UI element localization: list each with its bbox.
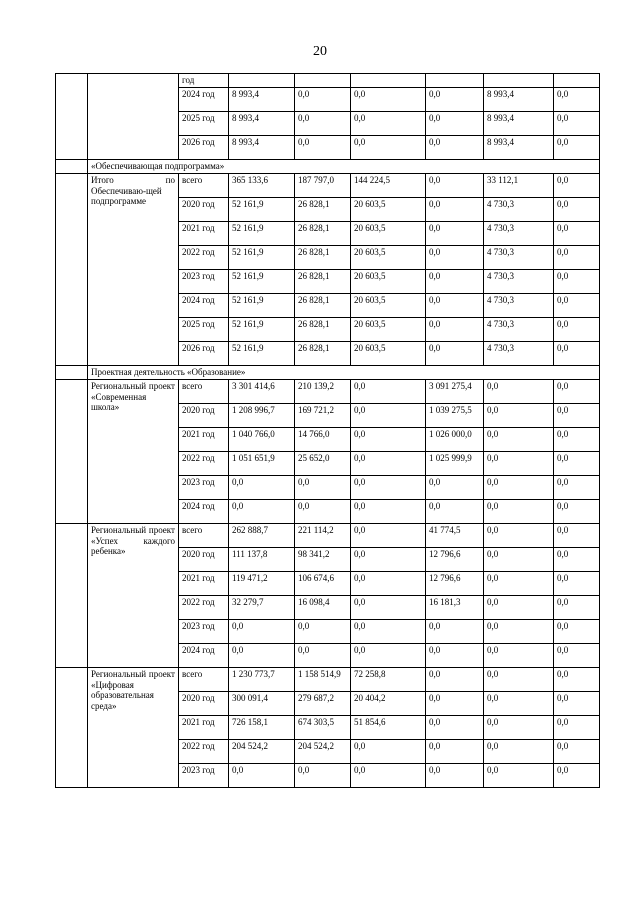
page-number: 20 <box>313 44 327 59</box>
value-cell-5: 0,0 <box>484 524 554 548</box>
value-cell-1: 365 133,6 <box>229 174 295 198</box>
year-cell: 2023 год <box>179 476 229 500</box>
value-cell-1: 52 161,9 <box>229 246 295 270</box>
year-cell: всего <box>179 668 229 692</box>
value-cell-5: 8 993,4 <box>484 112 554 136</box>
value-cell-6: 0,0 <box>554 740 600 764</box>
value-cell-6: 0,0 <box>554 428 600 452</box>
value-cell-3: 0,0 <box>351 596 426 620</box>
value-cell-3: 144 224,5 <box>351 174 426 198</box>
value-cell-2: 14 766,0 <box>295 428 351 452</box>
value-cell-4: 0,0 <box>426 136 484 160</box>
value-cell-6: 0,0 <box>554 222 600 246</box>
value-cell-5: 0,0 <box>484 668 554 692</box>
value-cell-3: 51 854,6 <box>351 716 426 740</box>
value-cell-6: 0,0 <box>554 136 600 160</box>
value-cell-2: 204 524,2 <box>295 740 351 764</box>
value-cell-2: 26 828,1 <box>295 198 351 222</box>
value-cell-5: 0,0 <box>484 452 554 476</box>
year-cell: 2020 год <box>179 548 229 572</box>
value-cell-6: 0,0 <box>554 668 600 692</box>
value-cell-2: 26 828,1 <box>295 222 351 246</box>
year-cell: 2024 год <box>179 294 229 318</box>
value-cell-5: 0,0 <box>484 404 554 428</box>
value-cell-1: 111 137,8 <box>229 548 295 572</box>
value-cell-2: 26 828,1 <box>295 294 351 318</box>
group-name: Региональный проект «Успех каждого ребенка» <box>88 524 179 668</box>
value-cell-1: 1 230 773,7 <box>229 668 295 692</box>
value-cell-2: 0,0 <box>295 88 351 112</box>
value-cell-3: 0,0 <box>351 452 426 476</box>
value-cell-4: 0,0 <box>426 112 484 136</box>
value-cell-2: 1 158 514,9 <box>295 668 351 692</box>
value-cell-2: 26 828,1 <box>295 318 351 342</box>
value-cell-1: 52 161,9 <box>229 294 295 318</box>
value-cell-6: 0,0 <box>554 620 600 644</box>
value-cell-1 <box>229 74 295 88</box>
index-cell <box>56 524 88 668</box>
value-cell-1: 726 158,1 <box>229 716 295 740</box>
value-cell-4: 0,0 <box>426 246 484 270</box>
value-cell-3: 0,0 <box>351 404 426 428</box>
value-cell-2: 26 828,1 <box>295 246 351 270</box>
year-cell: 2024 год <box>179 88 229 112</box>
year-cell: 2022 год <box>179 246 229 270</box>
value-cell-5: 8 993,4 <box>484 136 554 160</box>
group-name: Региональный проект «Современная школа» <box>88 380 179 524</box>
value-cell-4: 0,0 <box>426 668 484 692</box>
year-cell: 2021 год <box>179 222 229 246</box>
value-cell-6: 0,0 <box>554 692 600 716</box>
value-cell-3: 0,0 <box>351 644 426 668</box>
value-cell-1: 0,0 <box>229 764 295 788</box>
value-cell-3: 20 603,5 <box>351 198 426 222</box>
value-cell-5: 4 730,3 <box>484 318 554 342</box>
value-cell-1: 300 091,4 <box>229 692 295 716</box>
year-cell: всего <box>179 524 229 548</box>
year-cell: 2021 год <box>179 572 229 596</box>
value-cell-2: 0,0 <box>295 136 351 160</box>
index-cell <box>56 380 88 524</box>
value-cell-4: 0,0 <box>426 500 484 524</box>
value-cell-6: 0,0 <box>554 716 600 740</box>
value-cell-3: 0,0 <box>351 572 426 596</box>
value-cell-4: 1 026 000,0 <box>426 428 484 452</box>
value-cell-6: 0,0 <box>554 380 600 404</box>
year-cell: 2026 год <box>179 342 229 366</box>
year-cell: 2025 год <box>179 112 229 136</box>
value-cell-6: 0,0 <box>554 318 600 342</box>
value-cell-1: 3 301 414,6 <box>229 380 295 404</box>
value-cell-5: 0,0 <box>484 716 554 740</box>
table-row <box>56 380 600 404</box>
year-cell: 2022 год <box>179 596 229 620</box>
value-cell-6: 0,0 <box>554 174 600 198</box>
value-cell-6 <box>554 74 600 88</box>
index-cell <box>56 366 88 380</box>
value-cell-2: 210 139,2 <box>295 380 351 404</box>
section-header-row <box>56 160 600 174</box>
value-cell-4: 12 796,6 <box>426 572 484 596</box>
value-cell-4: 0,0 <box>426 692 484 716</box>
value-cell-1: 1 051 651,9 <box>229 452 295 476</box>
value-cell-5: 0,0 <box>484 476 554 500</box>
table-row <box>56 74 600 88</box>
value-cell-5: 0,0 <box>484 548 554 572</box>
value-cell-1: 262 888,7 <box>229 524 295 548</box>
value-cell-6: 0,0 <box>554 644 600 668</box>
value-cell-2: 25 652,0 <box>295 452 351 476</box>
value-cell-6: 0,0 <box>554 524 600 548</box>
table-row <box>56 174 600 198</box>
value-cell-5: 4 730,3 <box>484 222 554 246</box>
value-cell-3: 20 603,5 <box>351 222 426 246</box>
section-header-row <box>56 366 600 380</box>
year-cell: 2023 год <box>179 620 229 644</box>
value-cell-4: 0,0 <box>426 620 484 644</box>
value-cell-1: 204 524,2 <box>229 740 295 764</box>
group-name: Итого по Обеспечиваю-щей подпрограмме <box>88 174 179 366</box>
value-cell-6: 0,0 <box>554 270 600 294</box>
value-cell-4: 0,0 <box>426 88 484 112</box>
value-cell-3: 20 603,5 <box>351 246 426 270</box>
year-cell: 2026 год <box>179 136 229 160</box>
index-cell <box>56 74 88 160</box>
value-cell-1: 52 161,9 <box>229 342 295 366</box>
value-cell-4: 0,0 <box>426 716 484 740</box>
value-cell-4: 0,0 <box>426 174 484 198</box>
value-cell-4: 1 039 275,5 <box>426 404 484 428</box>
index-cell <box>56 174 88 366</box>
value-cell-3: 0,0 <box>351 740 426 764</box>
value-cell-5: 0,0 <box>484 644 554 668</box>
value-cell-3: 0,0 <box>351 764 426 788</box>
value-cell-5: 0,0 <box>484 764 554 788</box>
year-cell: 2020 год <box>179 198 229 222</box>
value-cell-2: 98 341,2 <box>295 548 351 572</box>
value-cell-4: 1 025 999,9 <box>426 452 484 476</box>
value-cell-6: 0,0 <box>554 112 600 136</box>
value-cell-2: 0,0 <box>295 112 351 136</box>
value-cell-5: 0,0 <box>484 740 554 764</box>
value-cell-3: 0,0 <box>351 500 426 524</box>
year-cell: 2022 год <box>179 740 229 764</box>
value-cell-3: 0,0 <box>351 428 426 452</box>
value-cell-5: 4 730,3 <box>484 246 554 270</box>
budget-table <box>55 73 600 788</box>
value-cell-4: 41 774,5 <box>426 524 484 548</box>
project-activity-header: Проектная деятельность «Образование» <box>88 366 600 380</box>
table-row <box>56 524 600 548</box>
year-cell: 2022 год <box>179 452 229 476</box>
year-cell: 2021 год <box>179 716 229 740</box>
value-cell-4: 0,0 <box>426 270 484 294</box>
value-cell-5: 4 730,3 <box>484 270 554 294</box>
value-cell-5: 4 730,3 <box>484 294 554 318</box>
value-cell-3: 0,0 <box>351 548 426 572</box>
year-cell: 2020 год <box>179 404 229 428</box>
value-cell-4: 0,0 <box>426 294 484 318</box>
table-row <box>56 668 600 692</box>
value-cell-6: 0,0 <box>554 476 600 500</box>
value-cell-2: 674 303,5 <box>295 716 351 740</box>
value-cell-3: 20 404,2 <box>351 692 426 716</box>
index-cell <box>56 160 88 174</box>
value-cell-2: 0,0 <box>295 500 351 524</box>
value-cell-1: 0,0 <box>229 620 295 644</box>
value-cell-1: 0,0 <box>229 476 295 500</box>
value-cell-6: 0,0 <box>554 572 600 596</box>
value-cell-2: 26 828,1 <box>295 270 351 294</box>
value-cell-6: 0,0 <box>554 548 600 572</box>
value-cell-1: 8 993,4 <box>229 136 295 160</box>
value-cell-3: 0,0 <box>351 380 426 404</box>
value-cell-4: 12 796,6 <box>426 548 484 572</box>
value-cell-3: 0,0 <box>351 620 426 644</box>
value-cell-3: 20 603,5 <box>351 318 426 342</box>
group-name: Региональный проект «Цифровая образовательная среда» <box>88 668 179 788</box>
value-cell-2: 0,0 <box>295 476 351 500</box>
year-cell: 2025 год <box>179 318 229 342</box>
support-subprogram-header: «Обеспечивающая подпрограмма» <box>88 160 600 174</box>
value-cell-3: 72 258,8 <box>351 668 426 692</box>
value-cell-5: 0,0 <box>484 572 554 596</box>
year-cell: 2020 год <box>179 692 229 716</box>
value-cell-5: 4 730,3 <box>484 342 554 366</box>
value-cell-4: 0,0 <box>426 318 484 342</box>
value-cell-6: 0,0 <box>554 88 600 112</box>
year-cell: всего <box>179 174 229 198</box>
value-cell-4: 0,0 <box>426 198 484 222</box>
value-cell-4: 0,0 <box>426 764 484 788</box>
value-cell-2: 187 797,0 <box>295 174 351 198</box>
value-cell-6: 0,0 <box>554 246 600 270</box>
year-cell: 2023 год <box>179 764 229 788</box>
value-cell-6: 0,0 <box>554 500 600 524</box>
year-cell: 2024 год <box>179 500 229 524</box>
value-cell-6: 0,0 <box>554 452 600 476</box>
value-cell-6: 0,0 <box>554 342 600 366</box>
value-cell-1: 8 993,4 <box>229 112 295 136</box>
value-cell-3: 0,0 <box>351 88 426 112</box>
value-cell-1: 1 208 996,7 <box>229 404 295 428</box>
value-cell-3: 20 603,5 <box>351 342 426 366</box>
value-cell-1: 52 161,9 <box>229 270 295 294</box>
value-cell-3: 0,0 <box>351 112 426 136</box>
value-cell-2: 26 828,1 <box>295 342 351 366</box>
value-cell-4: 0,0 <box>426 476 484 500</box>
value-cell-5: 0,0 <box>484 380 554 404</box>
value-cell-5: 0,0 <box>484 620 554 644</box>
value-cell-5: 4 730,3 <box>484 198 554 222</box>
value-cell-4: 16 181,3 <box>426 596 484 620</box>
value-cell-1: 0,0 <box>229 500 295 524</box>
value-cell-1: 119 471,2 <box>229 572 295 596</box>
value-cell-5 <box>484 74 554 88</box>
value-cell-3 <box>351 74 426 88</box>
value-cell-4: 0,0 <box>426 740 484 764</box>
value-cell-5: 33 112,1 <box>484 174 554 198</box>
value-cell-1: 52 161,9 <box>229 318 295 342</box>
value-cell-2: 106 674,6 <box>295 572 351 596</box>
index-cell <box>56 668 88 788</box>
value-cell-2: 16 098,4 <box>295 596 351 620</box>
value-cell-6: 0,0 <box>554 764 600 788</box>
value-cell-1: 32 279,7 <box>229 596 295 620</box>
value-cell-5: 0,0 <box>484 500 554 524</box>
value-cell-3: 20 603,5 <box>351 294 426 318</box>
value-cell-4: 3 091 275,4 <box>426 380 484 404</box>
value-cell-5: 8 993,4 <box>484 88 554 112</box>
value-cell-2 <box>295 74 351 88</box>
value-cell-1: 0,0 <box>229 644 295 668</box>
value-cell-5: 0,0 <box>484 428 554 452</box>
value-cell-1: 52 161,9 <box>229 198 295 222</box>
value-cell-6: 0,0 <box>554 294 600 318</box>
year-cell: всего <box>179 380 229 404</box>
year-cell: 2023 год <box>179 270 229 294</box>
value-cell-4 <box>426 74 484 88</box>
year-cell: 2021 год <box>179 428 229 452</box>
value-cell-2: 279 687,2 <box>295 692 351 716</box>
value-cell-2: 0,0 <box>295 620 351 644</box>
value-cell-3: 0,0 <box>351 524 426 548</box>
value-cell-1: 8 993,4 <box>229 88 295 112</box>
value-cell-4: 0,0 <box>426 644 484 668</box>
value-cell-2: 0,0 <box>295 644 351 668</box>
year-cell: 2024 год <box>179 644 229 668</box>
value-cell-3: 0,0 <box>351 476 426 500</box>
value-cell-6: 0,0 <box>554 596 600 620</box>
value-cell-2: 221 114,2 <box>295 524 351 548</box>
value-cell-6: 0,0 <box>554 198 600 222</box>
value-cell-6: 0,0 <box>554 404 600 428</box>
year-cell: год <box>179 74 229 88</box>
value-cell-5: 0,0 <box>484 692 554 716</box>
value-cell-4: 0,0 <box>426 342 484 366</box>
value-cell-1: 1 040 766,0 <box>229 428 295 452</box>
value-cell-3: 0,0 <box>351 136 426 160</box>
value-cell-1: 52 161,9 <box>229 222 295 246</box>
value-cell-5: 0,0 <box>484 596 554 620</box>
value-cell-4: 0,0 <box>426 222 484 246</box>
value-cell-2: 169 721,2 <box>295 404 351 428</box>
name-cell <box>88 74 179 160</box>
value-cell-3: 20 603,5 <box>351 270 426 294</box>
value-cell-2: 0,0 <box>295 764 351 788</box>
